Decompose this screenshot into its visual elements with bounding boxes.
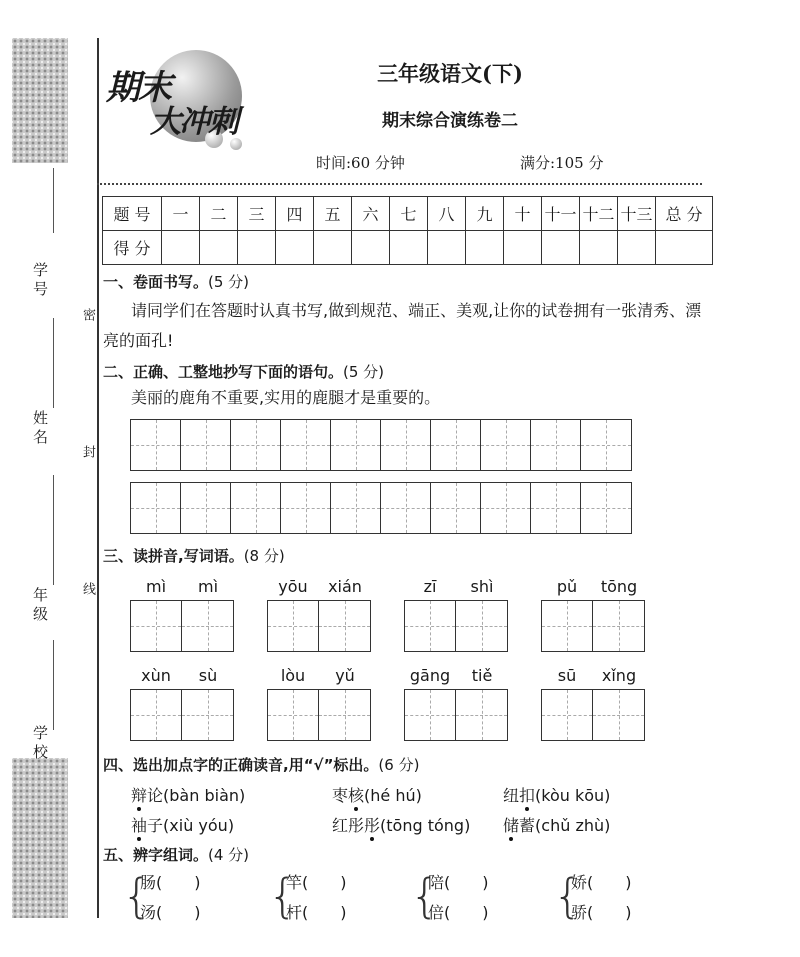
score-cell[interactable] bbox=[580, 231, 618, 265]
pinyin: gāng bbox=[409, 666, 451, 685]
score-table bbox=[102, 196, 713, 265]
total-score-cell[interactable] bbox=[656, 231, 713, 265]
answer-box[interactable] bbox=[268, 690, 319, 740]
grade-title: 三年级语文(下) bbox=[377, 61, 523, 86]
score-cell[interactable] bbox=[618, 231, 656, 265]
answer-box[interactable] bbox=[319, 690, 370, 740]
name-line bbox=[53, 318, 54, 408]
pair-word[interactable]: 杆( ) bbox=[286, 903, 347, 922]
char: 纽 bbox=[503, 786, 520, 805]
section-2-sentence: 美丽的鹿角不重要,实用的鹿腿才是重要的。 bbox=[131, 388, 441, 407]
pair-word[interactable]: 骄( ) bbox=[571, 903, 632, 922]
char: 枣 bbox=[332, 786, 349, 805]
student-id-label: 学号 bbox=[31, 262, 49, 300]
score-info: 满分:105 分 bbox=[520, 154, 604, 172]
answer-box[interactable] bbox=[593, 690, 644, 740]
pinyin: mì bbox=[145, 577, 167, 596]
section-5-title: 五、辨字组词。 bbox=[103, 846, 209, 864]
reading-options[interactable]: (kòu kōu) bbox=[535, 786, 611, 805]
char-pair bbox=[286, 868, 347, 928]
col-header: 五 bbox=[314, 197, 352, 231]
col-header: 八 bbox=[428, 197, 466, 231]
school-label: 学校 bbox=[31, 725, 49, 763]
copy-grid-row-1[interactable] bbox=[130, 419, 632, 471]
grid-cell[interactable] bbox=[481, 483, 531, 533]
reading-options[interactable]: (bàn biàn) bbox=[163, 786, 246, 805]
dotted-char: 核 bbox=[348, 786, 365, 805]
score-cell[interactable] bbox=[542, 231, 580, 265]
score-cell[interactable] bbox=[352, 231, 390, 265]
dotted-char: 扣 bbox=[519, 786, 536, 805]
section-2-heading bbox=[103, 361, 384, 382]
col-header: 三 bbox=[238, 197, 276, 231]
grid-cell[interactable] bbox=[431, 420, 481, 470]
section-5-points: (4 分) bbox=[208, 846, 250, 864]
section-1-points: (5 分) bbox=[208, 273, 250, 291]
section-1-instruction: 请同学们在答题时认真书写,做到规范、端正、美观,让你的试卷拥有一张清秀、漂亮的面孔! bbox=[103, 301, 702, 350]
grid-cell[interactable] bbox=[231, 483, 281, 533]
section-4-title: 四、选出加点字的正确读音,用“√”标出。 bbox=[103, 756, 379, 774]
grid-cell[interactable] bbox=[481, 420, 531, 470]
reading-options[interactable]: (xiù yóu) bbox=[163, 816, 235, 835]
grid-cell[interactable] bbox=[331, 483, 381, 533]
pinyin-item bbox=[541, 666, 645, 741]
col-header: 十二 bbox=[580, 197, 618, 231]
char: 红彤 bbox=[332, 816, 365, 835]
grid-cell[interactable] bbox=[331, 420, 381, 470]
answer-box[interactable] bbox=[268, 601, 319, 651]
reading-item bbox=[503, 783, 610, 806]
section-2-title: 二、正确、工整地抄写下面的语句。 bbox=[103, 363, 344, 381]
grid-cell[interactable] bbox=[281, 420, 331, 470]
logo-text-qimo: 期末 bbox=[106, 68, 170, 108]
col-header: 二 bbox=[200, 197, 238, 231]
pinyin-item bbox=[404, 577, 508, 652]
logo-text-dachongci: 大冲刺 bbox=[150, 104, 237, 140]
char: 蓄 bbox=[519, 816, 536, 835]
col-header: 九 bbox=[466, 197, 504, 231]
brace-icon: { bbox=[410, 869, 440, 923]
score-label: 得 分 bbox=[103, 231, 162, 265]
score-cell[interactable] bbox=[504, 231, 542, 265]
grade-label: 年级 bbox=[31, 587, 49, 625]
reading-item bbox=[131, 813, 234, 836]
pinyin-item bbox=[267, 577, 371, 652]
pinyin: yōu bbox=[278, 577, 308, 596]
grid-cell[interactable] bbox=[131, 420, 181, 470]
question-number-label: 题 号 bbox=[103, 197, 162, 231]
col-header: 十三 bbox=[618, 197, 656, 231]
score-cell[interactable] bbox=[466, 231, 504, 265]
paper-title: 期末综合演练卷二 bbox=[382, 111, 518, 131]
grid-cell[interactable] bbox=[531, 420, 581, 470]
pinyin-item bbox=[541, 577, 645, 652]
score-cell[interactable] bbox=[238, 231, 276, 265]
section-3-heading bbox=[103, 545, 285, 566]
grid-cell[interactable] bbox=[231, 420, 281, 470]
answer-box[interactable] bbox=[319, 601, 370, 651]
pinyin: xùn bbox=[141, 666, 171, 685]
answer-box[interactable] bbox=[182, 601, 233, 651]
col-header: 六 bbox=[352, 197, 390, 231]
score-cell[interactable] bbox=[276, 231, 314, 265]
score-cell[interactable] bbox=[200, 231, 238, 265]
score-table-score-row bbox=[103, 231, 713, 265]
binding-line bbox=[97, 38, 99, 918]
answer-box[interactable] bbox=[131, 601, 182, 651]
decorative-pattern-bottom bbox=[12, 758, 68, 918]
dotted-char: 彤 bbox=[364, 816, 381, 835]
copy-grid-row-2[interactable] bbox=[130, 482, 632, 534]
answer-box[interactable] bbox=[542, 690, 593, 740]
grid-cell[interactable] bbox=[381, 420, 431, 470]
seal-char-mi: 密 bbox=[80, 308, 95, 321]
section-1-title: 一、卷面书写。 bbox=[103, 273, 209, 291]
pinyin: zī bbox=[423, 577, 437, 596]
pair-word[interactable]: 肠( ) bbox=[140, 873, 201, 892]
grid-cell[interactable] bbox=[581, 483, 631, 533]
brace-icon: { bbox=[122, 869, 152, 923]
col-header: 一 bbox=[162, 197, 200, 231]
grade-line bbox=[53, 475, 54, 585]
col-header: 四 bbox=[276, 197, 314, 231]
char-pair bbox=[140, 868, 201, 928]
id-line bbox=[53, 168, 54, 233]
pair-word[interactable]: 娇( ) bbox=[571, 873, 632, 892]
pinyin-item bbox=[130, 577, 234, 652]
dotted-char: 储 bbox=[503, 816, 520, 835]
pinyin: sù bbox=[198, 666, 218, 685]
grid-cell[interactable] bbox=[381, 483, 431, 533]
pinyin: xián bbox=[328, 577, 362, 596]
school-line bbox=[53, 640, 54, 730]
grid-cell[interactable] bbox=[181, 420, 231, 470]
answer-box[interactable] bbox=[456, 601, 507, 651]
score-cell[interactable] bbox=[314, 231, 352, 265]
answer-box[interactable] bbox=[593, 601, 644, 651]
pinyin: xǐng bbox=[601, 666, 637, 685]
pinyin: tiě bbox=[471, 666, 493, 685]
grid-cell[interactable] bbox=[531, 483, 581, 533]
pinyin: mì bbox=[197, 577, 219, 596]
reading-item bbox=[131, 783, 245, 806]
grid-cell[interactable] bbox=[181, 483, 231, 533]
pinyin-item bbox=[130, 666, 234, 741]
answer-box[interactable] bbox=[182, 690, 233, 740]
pinyin: pǔ bbox=[556, 577, 578, 596]
score-cell[interactable] bbox=[428, 231, 466, 265]
answer-box[interactable] bbox=[456, 690, 507, 740]
reading-options[interactable]: (hé hú) bbox=[364, 786, 422, 805]
reading-options[interactable]: (tōng tóng) bbox=[380, 816, 471, 835]
reading-item bbox=[332, 783, 422, 806]
section-1-heading bbox=[103, 271, 249, 292]
pair-word[interactable]: 汤( ) bbox=[140, 903, 201, 922]
brace-icon: { bbox=[268, 869, 298, 923]
reading-item bbox=[503, 813, 610, 836]
pair-word[interactable]: 竿( ) bbox=[286, 873, 347, 892]
col-header: 十一 bbox=[542, 197, 580, 231]
answer-box[interactable] bbox=[405, 690, 456, 740]
pinyin: tōng bbox=[600, 577, 638, 596]
section-3-points: (8 分) bbox=[243, 547, 285, 565]
dotted-divider bbox=[97, 183, 702, 185]
pinyin: lòu bbox=[280, 666, 306, 685]
section-3-title: 三、读拼音,写词语。 bbox=[103, 547, 244, 565]
pair-word[interactable]: 陪( ) bbox=[428, 873, 489, 892]
name-label: 姓名 bbox=[31, 410, 49, 448]
grid-cell[interactable] bbox=[431, 483, 481, 533]
pinyin-item bbox=[404, 666, 508, 741]
char: 子 bbox=[147, 816, 164, 835]
section-4-points: (6 分) bbox=[378, 756, 420, 774]
char-pair bbox=[428, 868, 489, 928]
section-2-points: (5 分) bbox=[343, 363, 385, 381]
pinyin: shì bbox=[470, 577, 494, 596]
seal-char-xian: 线 bbox=[80, 582, 95, 595]
reading-item bbox=[332, 813, 470, 836]
dotted-char: 袖 bbox=[131, 816, 148, 835]
pinyin: sū bbox=[557, 666, 577, 685]
pair-word[interactable]: 倍( ) bbox=[428, 903, 489, 922]
score-cell[interactable] bbox=[162, 231, 200, 265]
col-header: 七 bbox=[390, 197, 428, 231]
reading-options[interactable]: (chǔ zhù) bbox=[535, 816, 611, 835]
score-table-header-row bbox=[103, 197, 713, 231]
char-pair bbox=[571, 868, 632, 928]
section-4-heading bbox=[103, 754, 419, 775]
grid-cell[interactable] bbox=[581, 420, 631, 470]
total-label: 总 分 bbox=[656, 197, 713, 231]
decorative-pattern-top bbox=[12, 38, 68, 163]
pinyin: yǔ bbox=[335, 666, 355, 685]
col-header: 十 bbox=[504, 197, 542, 231]
dotted-char: 辩 bbox=[131, 786, 148, 805]
pinyin-item bbox=[267, 666, 371, 741]
grid-cell[interactable] bbox=[131, 483, 181, 533]
seal-char-feng: 封 bbox=[80, 445, 95, 458]
answer-box[interactable] bbox=[542, 601, 593, 651]
char: 论 bbox=[147, 786, 164, 805]
score-cell[interactable] bbox=[390, 231, 428, 265]
grid-cell[interactable] bbox=[281, 483, 331, 533]
time-info: 时间:60 分钟 bbox=[316, 154, 405, 172]
answer-box[interactable] bbox=[405, 601, 456, 651]
brace-icon: { bbox=[553, 869, 583, 923]
answer-box[interactable] bbox=[131, 690, 182, 740]
section-5-heading bbox=[103, 844, 249, 865]
